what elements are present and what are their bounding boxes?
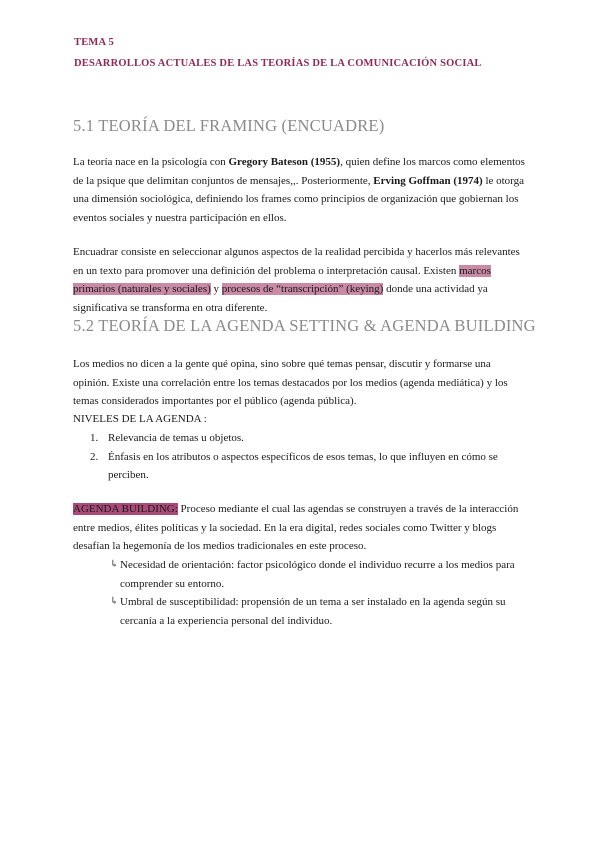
tema-label: TEMA 5 [74,37,114,48]
text-run: y [210,283,222,296]
agenda-building-paragraph [73,500,525,556]
highlight-keying: procesos de “transcripción” (keying) [221,283,384,296]
list-item [90,429,525,448]
list-item-text: Énfasis en los atributos o aspectos específicos de esos temas, lo que influyen en cómo se perciben. [108,450,498,482]
goffman-name: Erving Goffman (1974) [373,174,483,187]
document-title: DESARROLLOS ACTUALES DE LAS TEORÍAS DE LA COMUNICACIÓN SOCIAL [74,58,482,69]
framing-paragraph-2 [73,243,525,317]
agenda-paragraph-1: Los medios no dicen a la gente qué opina, sino sobre qué temas pensar, discutir y formarse una opinión. Existe una correlación entre los temas destacados por los medios (agenda mediática) y los temas considerados importantes por el público (agenda pública). [73,358,508,408]
highlight-agenda-building: AGENDA BUILDING: [73,503,178,515]
bullet-text: Umbral de susceptibilidad: propensión de un tema a ser instalado en la agenda según su cercanía a la experiencia personal del individuo. [120,596,506,627]
section-heading-agenda: 5.2 TEORÍA DE LA AGENDA SETTING & AGENDA BUILDING [73,316,536,335]
list-item [90,448,525,485]
agenda-building-bullets [110,556,525,630]
arrow-icon: ↳ [110,596,119,608]
list-item-text: Relevancia de temas u objetos. [108,432,244,444]
highlight-marcos-primarios: marcos primarios (naturales y sociales) [73,264,491,296]
text-run: Proceso mediante el cual las agendas se construyen a través de la interacción entre medios, élites políticas y la sociedad. En la era digital, redes sociales como Twitter y blogs desafían la hegemonía de los medios tradicionales en este proceso. [73,503,519,553]
text-run: donde una actividad ya significativa se transforma en otra diferente. [73,283,488,314]
bullet-umbral [110,593,525,630]
arrow-icon: ↳ [110,559,119,570]
list-number: 2. [90,450,99,463]
text-run: Encuadrar consiste en seleccionar algunos aspectos de la realidad percibida y hacerlos más relevantes en un texto para promover una definición del problema o interpretación causal. Existen [73,246,520,277]
text-run: La teoría nace en la psicología con [73,156,229,168]
bullet-text: Necesidad de orientación: factor psicológico donde el individuo recurre a los medios para comprender su entorno. [120,559,515,590]
bullet-orientacion [110,556,525,593]
niveles-list [90,429,525,485]
section-heading-framing: 5.1 TEORÍA DEL FRAMING (ENCUADRE) [73,116,385,135]
framing-paragraph-1 [73,153,525,227]
list-number: 1. [90,432,99,444]
text-run: le otorga una dimensión sociológica, definiendo los frames como principios de organización que gobiernan los eventos sociales y nuestra participación en ellos. [73,174,525,224]
text-run: , quien define los marcos como elementos de la psique que delimitan conjuntos de mensajes,,. Posteriormente, [73,156,525,187]
niveles-label: NIVELES DE LA AGENDA : [73,413,207,425]
bateson-name: Gregory Bateson (1955) [228,156,341,168]
